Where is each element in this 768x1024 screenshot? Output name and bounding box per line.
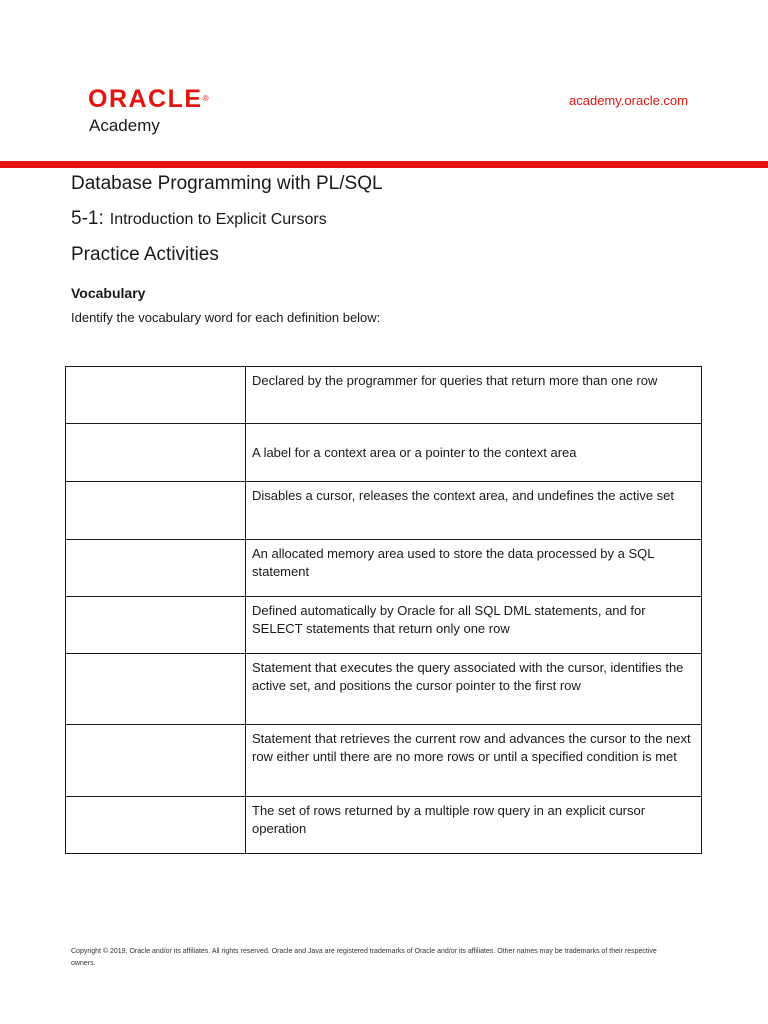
term-answer-cell[interactable] xyxy=(66,725,246,797)
site-url-link[interactable]: academy.oracle.com xyxy=(569,93,688,108)
definition-cell: Statement that executes the query associated with the cursor, identifies the active set, and positions the cursor pointer to the first row xyxy=(246,654,702,725)
definition-cell: Defined automatically by Oracle for all SQL DML statements, and for SELECT statements that return only one row xyxy=(246,597,702,654)
definition-cell: Statement that retrieves the current row and advances the cursor to the next row either until there are no more rows or until a specified condition is met xyxy=(246,725,702,797)
logo-subtitle: Academy xyxy=(89,116,160,135)
definition-cell: The set of rows returned by a multiple row query in an explicit cursor operation xyxy=(246,797,702,854)
section-title: Practice Activities xyxy=(71,244,219,265)
term-answer-cell[interactable] xyxy=(66,482,246,540)
header-divider xyxy=(0,161,768,168)
course-title: Database Programming with PL/SQL xyxy=(71,173,383,194)
copyright-footer: Copyright © 2019, Oracle and/or its affiliates. All rights reserved. Oracle and Java are registered trademarks of Oracle and/or its affiliates. Other names may be trademarks of their respective owners. xyxy=(71,948,657,967)
definition-cell: Declared by the programmer for queries that return more than one row xyxy=(246,367,702,424)
definition-cell: A label for a context area or a pointer to the context area xyxy=(246,424,702,482)
table-row xyxy=(66,482,702,540)
term-answer-cell[interactable] xyxy=(66,367,246,424)
oracle-logo-text: ORACLE xyxy=(88,85,203,113)
registered-mark: ® xyxy=(202,94,209,103)
table-row xyxy=(66,540,702,597)
table-row xyxy=(66,797,702,854)
term-answer-cell[interactable] xyxy=(66,654,246,725)
term-answer-cell[interactable] xyxy=(66,597,246,654)
table-row xyxy=(66,654,702,725)
lesson-title: Introduction to Explicit Cursors xyxy=(109,211,327,228)
oracle-logo xyxy=(88,84,208,114)
table-row xyxy=(66,424,702,482)
term-answer-cell[interactable] xyxy=(66,797,246,854)
table-row xyxy=(66,367,702,424)
lesson-number: 5-1: xyxy=(71,208,104,229)
vocabulary-heading: Vocabulary xyxy=(71,285,146,301)
lesson-heading xyxy=(71,206,327,233)
definition-cell: An allocated memory area used to store the data processed by a SQL statement xyxy=(246,540,702,597)
table-row xyxy=(66,597,702,654)
table-row xyxy=(66,725,702,797)
definition-cell: Disables a cursor, releases the context area, and undefines the active set xyxy=(246,482,702,540)
vocabulary-instruction: Identify the vocabulary word for each definition below: xyxy=(71,310,381,325)
term-answer-cell[interactable] xyxy=(66,540,246,597)
vocabulary-table xyxy=(65,366,702,854)
term-answer-cell[interactable] xyxy=(66,424,246,482)
